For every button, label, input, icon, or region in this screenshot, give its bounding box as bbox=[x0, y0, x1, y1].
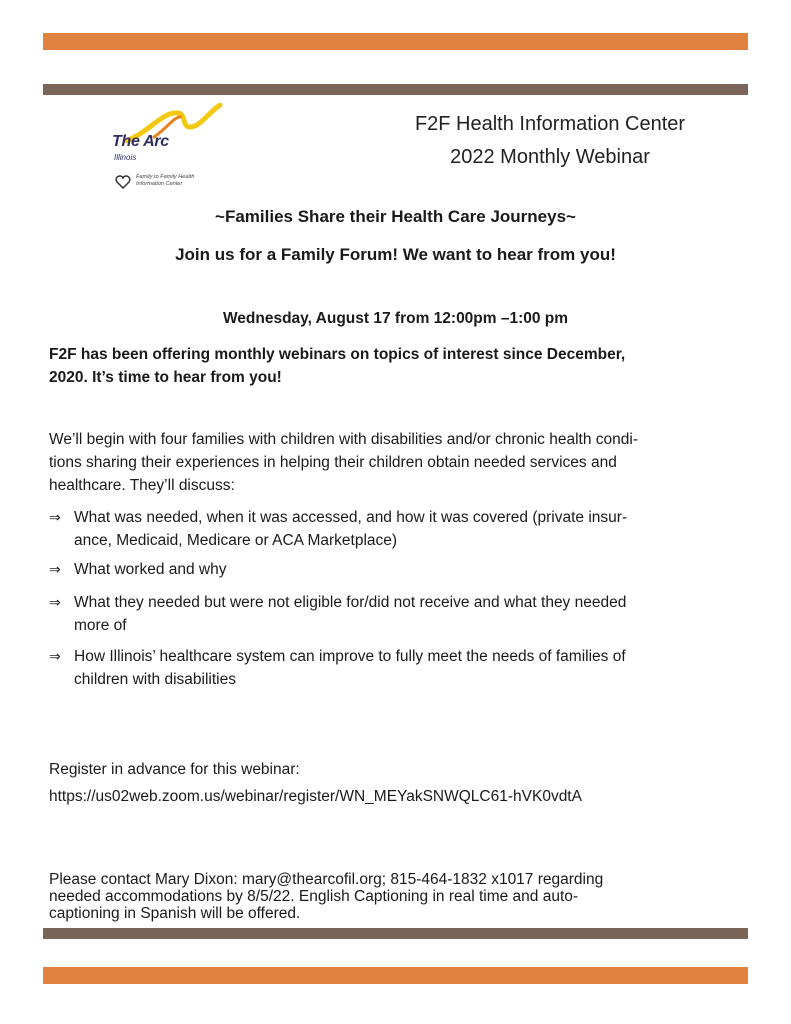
body-paragraph: We’ll begin with four families with children with disabilities and/or chronic health condi- tions sharing their experiences in helping their children obtain needed services and healthcare. They’ll discuss: bbox=[49, 431, 638, 494]
bottom-brown-bar bbox=[43, 928, 748, 939]
event-datetime: Wednesday, August 17 from 12:00pm –1:00 pm bbox=[222, 310, 569, 327]
arrow-icon: ⇒ bbox=[49, 509, 61, 525]
the-arc-logo bbox=[108, 103, 228, 198]
contact-paragraph: Please contact Mary Dixon: mary@thearcofil.org; 815-464-1832 x1017 regarding needed accommodations by 8/5/22. English Captioning in real time and auto- captioning in Spanish will be offered. bbox=[49, 871, 604, 922]
heart-icon bbox=[115, 174, 131, 190]
header-title-line2: 2022 Monthly Webinar bbox=[450, 146, 650, 168]
logo-name: The Arc bbox=[112, 133, 169, 150]
header-title-line1: F2F Health Information Center bbox=[414, 113, 686, 135]
logo-tagline: Family to Family Health Information Center bbox=[136, 174, 195, 187]
intro-paragraph: F2F has been offering monthly webinars on topics of interest since December, 2020. It’s time to hear from you! bbox=[49, 346, 626, 386]
headline-subtitle: ~Families Share their Health Care Journeys~ bbox=[215, 207, 576, 226]
arrow-icon: ⇒ bbox=[49, 561, 61, 577]
top-brown-bar bbox=[43, 84, 748, 95]
arrow-icon: ⇒ bbox=[49, 594, 61, 610]
logo-state: Illinois bbox=[114, 153, 137, 162]
headline-invite: Join us for a Family Forum! We want to hear from you! bbox=[175, 245, 616, 264]
bottom-orange-bar bbox=[43, 967, 748, 984]
top-orange-bar bbox=[43, 33, 748, 50]
register-label: Register in advance for this webinar: bbox=[49, 761, 300, 778]
arrow-icon: ⇒ bbox=[49, 648, 61, 664]
register-link[interactable]: https://us02web.zoom.us/webinar/register/WN_MEYakSNWQLC61-hVK0vdtA bbox=[49, 788, 582, 805]
